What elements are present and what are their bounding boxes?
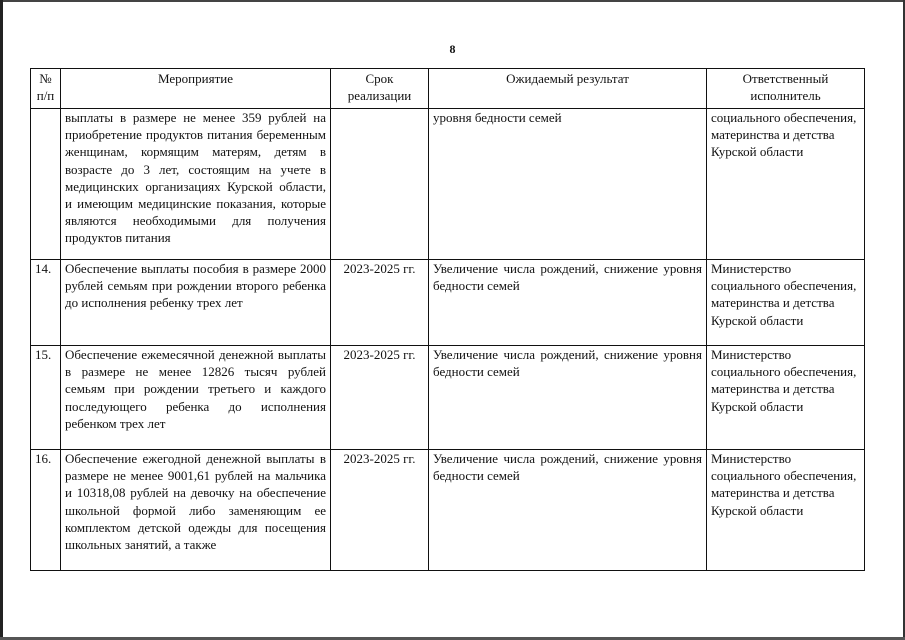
header-executor: Ответственный исполнитель bbox=[707, 69, 865, 109]
row-executor: Министерство социального обеспечения, материнства и детства Курской области bbox=[707, 260, 865, 346]
row-term: 2023-2025 гг. bbox=[331, 260, 429, 346]
measures-table bbox=[30, 68, 865, 571]
row-number bbox=[31, 109, 61, 260]
row-number: 16. bbox=[31, 450, 61, 571]
row-measure: Обеспечение выплаты пособия в размере 2000 рублей семьям при рождении второго ребенка до исполнения ребенку трех лет bbox=[61, 260, 331, 346]
row-result: Увеличение числа рождений, снижение уровня бедности семей bbox=[429, 450, 707, 571]
row-executor: социального обеспечения, материнства и детства Курской области bbox=[707, 109, 865, 260]
header-measure: Мероприятие bbox=[61, 69, 331, 109]
page-number: 8 bbox=[449, 42, 456, 56]
table-row bbox=[31, 260, 865, 346]
scan-border-left bbox=[0, 0, 3, 640]
header-term: Срок реализации bbox=[331, 69, 429, 109]
table-row bbox=[31, 346, 865, 450]
row-result: Увеличение числа рождений, снижение уровня бедности семей bbox=[429, 346, 707, 450]
table-header-row bbox=[31, 69, 865, 109]
row-executor: Министерство социального обеспечения, материнства и детства Курской области bbox=[707, 346, 865, 450]
table-row bbox=[31, 450, 865, 571]
header-result: Ожидаемый результат bbox=[429, 69, 707, 109]
row-number: 14. bbox=[31, 260, 61, 346]
row-executor: Министерство социального обеспечения, материнства и детства Курской области bbox=[707, 450, 865, 571]
row-number: 15. bbox=[31, 346, 61, 450]
row-result: уровня бедности семей bbox=[429, 109, 707, 260]
row-term: 2023-2025 гг. bbox=[331, 450, 429, 571]
scan-border-top bbox=[0, 0, 905, 2]
row-measure: выплаты в размере не менее 359 рублей на приобретение продуктов питания беременным женщинам, кормящим матерям, детям в возрасте до 3 лет, состоящим на учете в медицинских организациях Курской области, и имеющим медицинские показания, которые являются необходимыми для получения продуктов питания bbox=[61, 109, 331, 260]
row-term bbox=[331, 109, 429, 260]
row-measure: Обеспечение ежегодной денежной выплаты в размере не менее 9001,61 рублей на мальчика и 10318,08 рублей на девочку на обеспечение школьной формой либо заменяющим ее комплектом детской одежды для посещения школьных занятий, а также bbox=[61, 450, 331, 571]
header-num: № п/п bbox=[31, 69, 61, 109]
row-measure: Обеспечение ежемесячной денежной выплаты в размере не менее 12826 тысяч рублей семьям при рождении третьего и каждого последующего ребенка до исполнения ребенком трех лет bbox=[61, 346, 331, 450]
table-row bbox=[31, 109, 865, 260]
row-term: 2023-2025 гг. bbox=[331, 346, 429, 450]
row-result: Увеличение числа рождений, снижение уровня бедности семей bbox=[429, 260, 707, 346]
